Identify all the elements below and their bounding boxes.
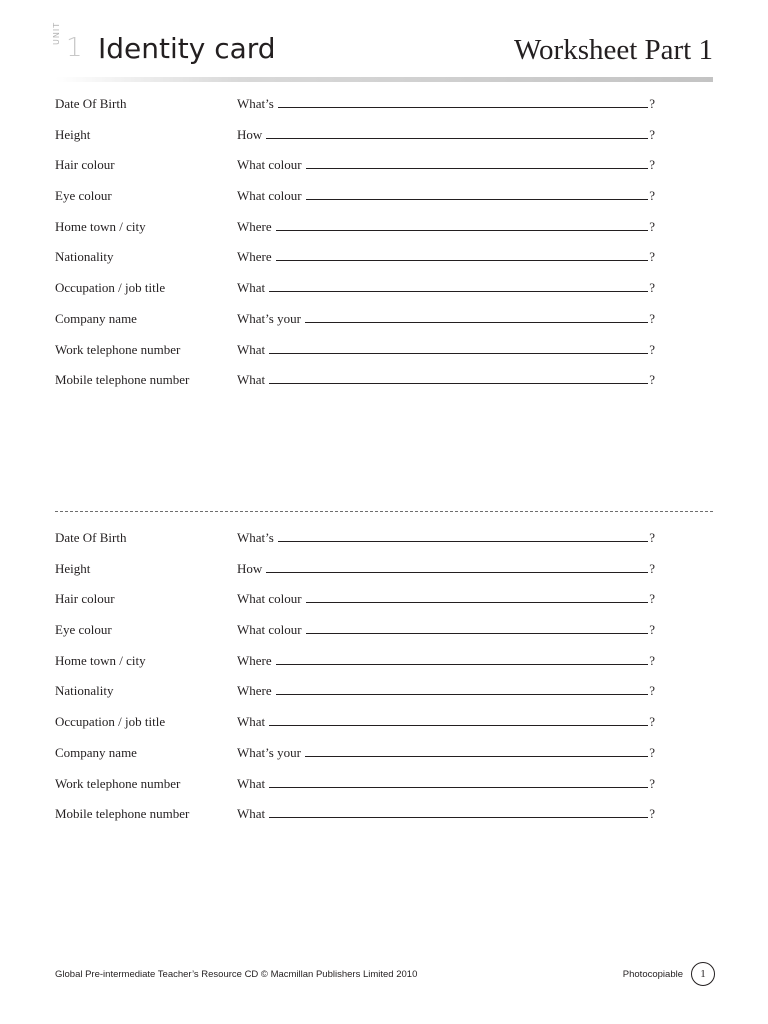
question-prompt xyxy=(237,96,655,112)
question-mark: ? xyxy=(649,744,655,760)
question-mark: ? xyxy=(649,372,655,388)
question-mark: ? xyxy=(649,806,655,822)
answer-line[interactable] xyxy=(266,127,648,139)
question-mark: ? xyxy=(649,188,655,204)
question-mark: ? xyxy=(649,126,655,142)
field-label: Height xyxy=(55,126,91,142)
answer-line[interactable] xyxy=(306,157,649,169)
question-start: How xyxy=(237,560,263,576)
answer-line[interactable] xyxy=(276,683,649,695)
question-start: What colour xyxy=(237,188,302,204)
question-mark: ? xyxy=(649,714,655,730)
field-label: Occupation / job title xyxy=(55,280,166,296)
form-row xyxy=(0,303,768,334)
question-prompt xyxy=(237,683,655,699)
answer-line[interactable] xyxy=(305,745,648,757)
field-label: Nationality xyxy=(55,249,114,265)
form-row xyxy=(0,798,768,829)
form-row xyxy=(0,522,768,553)
question-prompt xyxy=(237,530,655,546)
question-prompt xyxy=(237,188,655,204)
field-label: Date Of Birth xyxy=(55,530,127,545)
answer-line[interactable] xyxy=(306,622,649,634)
question-start: What colour xyxy=(237,157,302,173)
page-footer xyxy=(55,967,715,989)
form-row xyxy=(0,645,768,676)
form-row xyxy=(0,211,768,242)
question-prompt xyxy=(237,342,655,358)
question-start: What xyxy=(237,341,266,357)
question-start: What xyxy=(237,806,266,822)
field-label: Company name xyxy=(55,310,137,326)
field-label: Height xyxy=(55,560,91,576)
question-prompt xyxy=(237,714,655,730)
answer-line[interactable] xyxy=(269,342,648,354)
page-title: Identity card xyxy=(98,32,276,65)
question-mark: ? xyxy=(649,530,655,545)
field-label: Eye colour xyxy=(55,622,112,638)
form-row xyxy=(0,88,768,119)
question-start: What xyxy=(237,280,266,296)
question-mark: ? xyxy=(649,157,655,173)
answer-line[interactable] xyxy=(276,249,649,261)
copyright-text: Global Pre-intermediate Teacher’s Resource CD © Macmillan Publishers Limited 2010 xyxy=(55,969,418,980)
form-row xyxy=(0,180,768,211)
question-prompt xyxy=(237,622,655,638)
field-label: Date Of Birth xyxy=(55,96,127,111)
answer-line[interactable] xyxy=(266,561,648,573)
identity-form-1 xyxy=(0,88,768,395)
question-mark: ? xyxy=(649,280,655,296)
answer-line[interactable] xyxy=(269,372,648,384)
question-mark: ? xyxy=(649,249,655,265)
field-label: Occupation / job title xyxy=(55,714,166,730)
answer-line[interactable] xyxy=(269,806,648,818)
question-start: What’s xyxy=(237,530,274,545)
page-number: 1 xyxy=(691,962,715,986)
field-label: Eye colour xyxy=(55,188,112,204)
form-row xyxy=(0,614,768,645)
field-label: Hair colour xyxy=(55,157,115,173)
answer-line[interactable] xyxy=(306,591,649,603)
question-start: What xyxy=(237,714,266,730)
question-start: What’s your xyxy=(237,744,301,760)
form-row xyxy=(0,553,768,584)
answer-line[interactable] xyxy=(269,280,648,292)
question-mark: ? xyxy=(649,591,655,607)
question-prompt xyxy=(237,249,655,265)
header-divider xyxy=(55,77,713,82)
question-mark: ? xyxy=(649,218,655,234)
form-row xyxy=(0,706,768,737)
question-prompt xyxy=(237,591,655,607)
question-mark: ? xyxy=(649,775,655,791)
answer-line[interactable] xyxy=(306,188,649,200)
answer-line[interactable] xyxy=(278,530,648,542)
field-label: Nationality xyxy=(55,683,114,699)
question-start: Where xyxy=(237,683,272,699)
question-prompt xyxy=(237,157,655,173)
form-row xyxy=(0,364,768,395)
question-mark: ? xyxy=(649,652,655,668)
page-header xyxy=(0,0,768,84)
question-mark: ? xyxy=(649,683,655,699)
field-label: Company name xyxy=(55,744,137,760)
question-mark: ? xyxy=(649,622,655,638)
question-prompt xyxy=(237,561,655,577)
question-mark: ? xyxy=(649,560,655,576)
form-row xyxy=(0,149,768,180)
unit-label: UNIT xyxy=(52,21,61,45)
answer-line[interactable] xyxy=(269,714,648,726)
unit-number: 1 xyxy=(66,33,83,63)
form-row xyxy=(0,241,768,272)
answer-line[interactable] xyxy=(276,653,649,665)
answer-line[interactable] xyxy=(305,311,648,323)
question-start: Where xyxy=(237,249,272,265)
form-row xyxy=(0,334,768,365)
question-mark: ? xyxy=(649,310,655,326)
answer-line[interactable] xyxy=(269,776,648,788)
form-row xyxy=(0,272,768,303)
field-label: Hair colour xyxy=(55,591,115,607)
answer-line[interactable] xyxy=(278,96,648,108)
field-label: Mobile telephone number xyxy=(55,372,190,388)
question-prompt xyxy=(237,127,655,143)
identity-form-2 xyxy=(0,522,768,829)
question-prompt xyxy=(237,806,655,822)
form-row xyxy=(0,737,768,768)
question-mark: ? xyxy=(649,341,655,357)
question-start: What colour xyxy=(237,591,302,607)
field-label: Home town / city xyxy=(55,652,146,668)
question-start: Where xyxy=(237,218,272,234)
question-prompt xyxy=(237,653,655,669)
question-prompt xyxy=(237,311,655,327)
question-start: What xyxy=(237,775,266,791)
field-label: Work telephone number xyxy=(55,775,181,791)
form-row xyxy=(0,675,768,706)
question-start: What’s your xyxy=(237,310,301,326)
form-row xyxy=(0,768,768,799)
question-start: What’s xyxy=(237,96,274,111)
question-prompt xyxy=(237,745,655,761)
question-start: What xyxy=(237,372,266,388)
question-prompt xyxy=(237,372,655,388)
question-prompt xyxy=(237,280,655,296)
question-prompt xyxy=(237,776,655,792)
field-label: Mobile telephone number xyxy=(55,806,190,822)
worksheet-title: Worksheet Part 1 xyxy=(513,34,713,66)
question-start: How xyxy=(237,126,263,142)
cut-line-divider xyxy=(55,511,713,512)
field-label: Work telephone number xyxy=(55,341,181,357)
question-start: What colour xyxy=(237,622,302,638)
photocopiable-text: Photocopiable xyxy=(622,969,683,980)
question-prompt xyxy=(237,219,655,235)
field-label: Home town / city xyxy=(55,218,146,234)
answer-line[interactable] xyxy=(276,219,649,231)
form-row xyxy=(0,583,768,614)
question-start: Where xyxy=(237,652,272,668)
question-mark: ? xyxy=(649,96,655,111)
form-row xyxy=(0,119,768,150)
